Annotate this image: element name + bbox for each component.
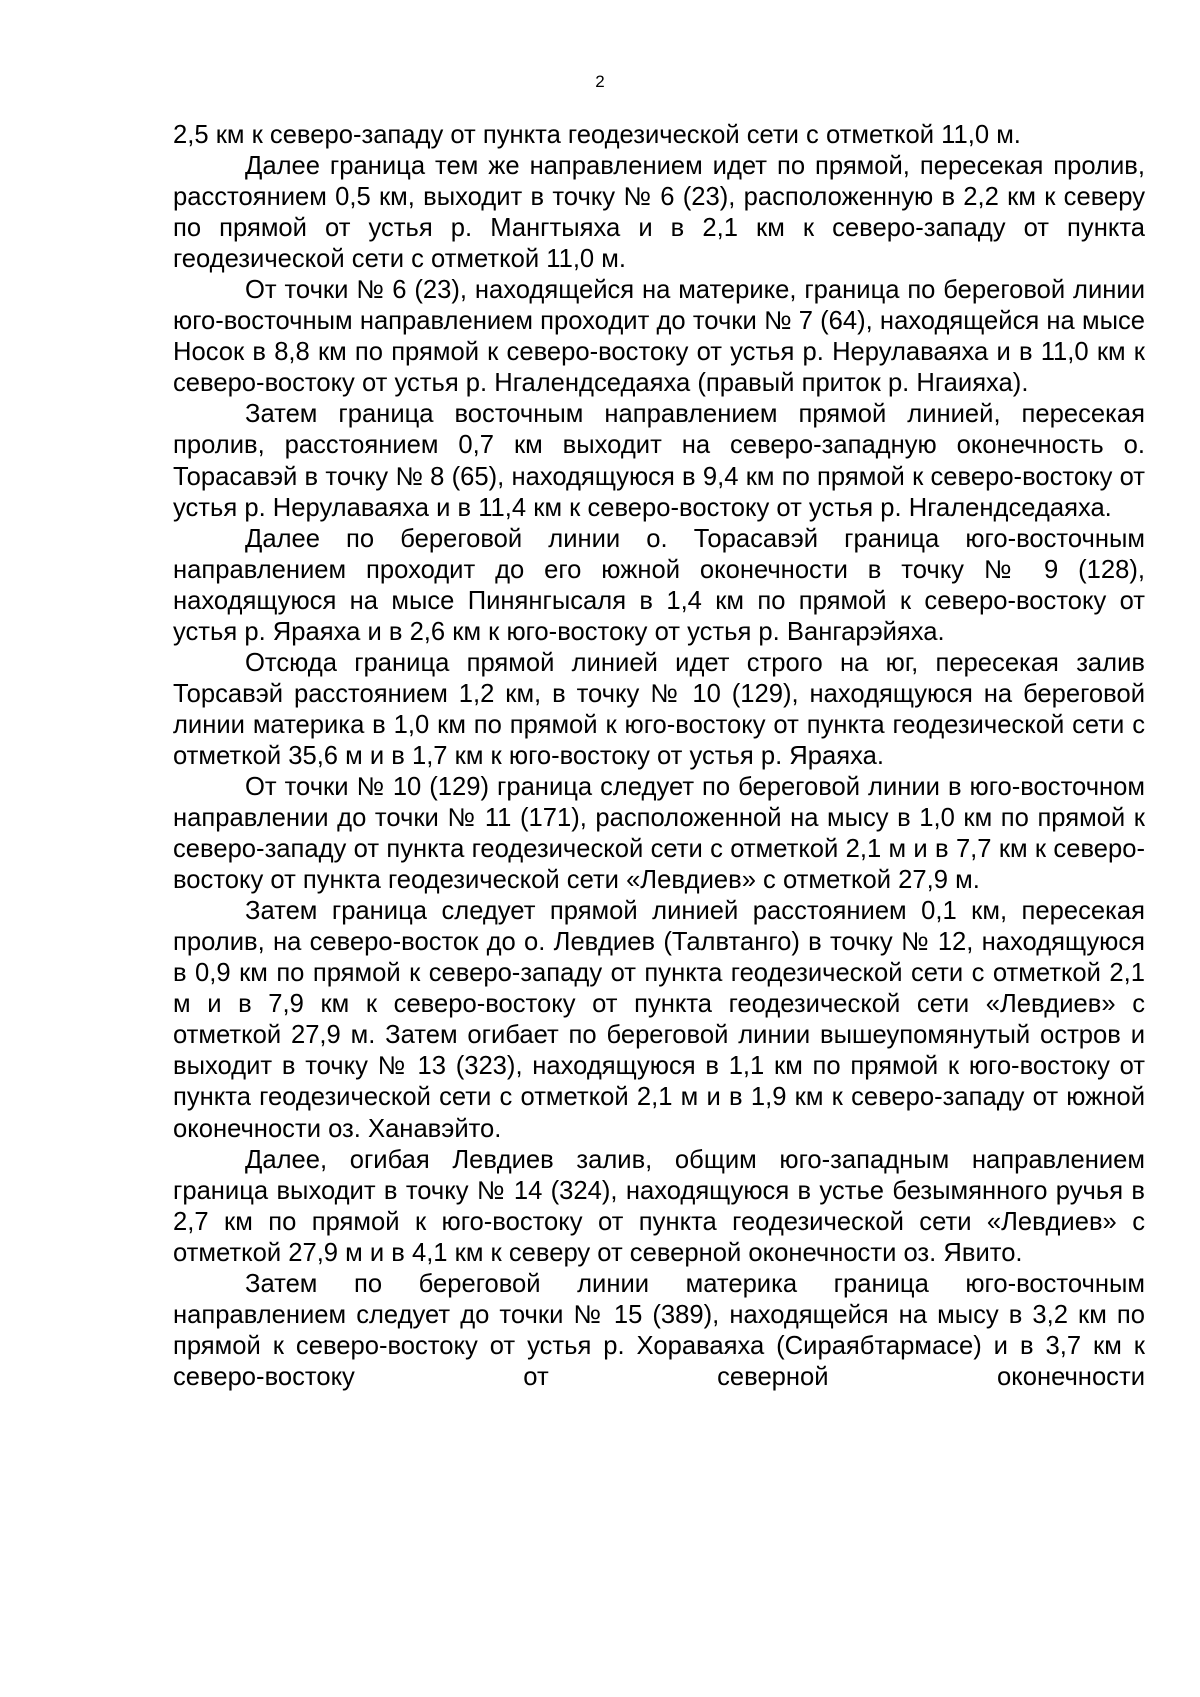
document-body [173,120,1145,1393]
paragraph-continuation: 2,5 км к северо-западу от пункта геодезической сети с отметкой 11,0 м. [173,121,1021,149]
paragraph: Далее по береговой линии о. Торасавэй граница юго-восточным направлением проходит до его южной оконечности в точку № 9 (128), находящуюся на мысе Пинянгысаля в 1,4 км по прямой к северо-востоку от устья р. Яраяха и в 2,6 км к юго-востоку от устья р. Вангарэйяха. [173,524,1145,646]
paragraph: От точки № 6 (23), находящейся на материке, граница по береговой линии юго-восточным направлением проходит до точки № 7 (64), находящейся на мысе Носок в 8,8 км по прямой к северо-востоку от устья р. Нерулаваяха и в 11,0 км к северо-востоку от устья р. Нгалендседаяха (правый приток р. Нгаияха). [173,276,1145,398]
paragraph: Отсюда граница прямой линией идет строго на юг, пересекая залив Торсавэй расстоянием 1,2 км, в точку № 10 (129), находящуюся на береговой линии материка в 1,0 км по прямой к юго-востоку от пункта геодезической сети с отметкой 35,6 м и в 1,7 км к юго-востоку от устья р. Яраяха. [173,648,1145,770]
paragraph: Затем граница восточным направлением прямой линией, пересекая пролив, расстоянием 0,7 км выходит на северо-западную оконечность о. Торасавэй в точку № 8 (65), находящуюся в 9,4 км по прямой к северо-востоку от устья р. Нерулаваяха и в 11,4 км к северо-востоку от устья р. Нгалендседаяха. [173,400,1145,522]
paragraph-truncated: Затем по береговой линии материка граница юго-восточным направлением следует до точки № 15 (389), находящейся на мысу в 3,2 км по прямой к северо-востоку от устья р. Хораваяха (Сираябтармасе) и в 3,7 км к северо-востоку от северной оконечности [173,1269,1145,1391]
paragraph: Далее граница тем же направлением идет по прямой, пересекая пролив, расстоянием 0,5 км, выходит в точку № 6 (23), расположенную в 2,2 км к северу по прямой от устья р. Мангтыяха и в 2,1 км к северо-западу от пункта геодезической сети с отметкой 11,0 м. [173,152,1145,274]
paragraph: От точки № 10 (129) граница следует по береговой линии в юго-восточном направлении до точки № 11 (171), расположенной на мысу в 1,0 км по прямой к северо-западу от пункта геодезической сети с отметкой 2,1 м и в 7,7 км к северо-востоку от пункта геодезической сети «Левдиев» с отметкой 27,9 м. [173,772,1145,895]
paragraph: Затем граница следует прямой линией расстоянием 0,1 км, пересекая пролив, на северо-восток до о. Левдиев (Талвтанго) в точку № 12, находящуюся в 0,9 км по прямой к северо-западу от пункта геодезической сети с отметкой 2,1 м и в 7,9 км к северо-востоку от пункта геодезической сети «Левдиев» с отметкой 27,9 м. Затем огибает по береговой линии вышеупомянутый остров и выходит в точку № 13 (323), находящуюся в 1,1 км по прямой к юго-востоку от пункта геодезической сети с отметкой 2,1 м и в 1,9 км к северо-западу от южной оконечности оз. Ханавэйто. [173,897,1145,1143]
page-number: 2 [595,72,605,91]
paragraph: Далее, огибая Левдиев залив, общим юго-западным направлением граница выходит в точку № 14 (324), находящуюся в устье безымянного ручья в 2,7 км по прямой к юго-востоку от пункта геодезической сети «Левдиев» с отметкой 27,9 м и в 4,1 км к северу от северной оконечности оз. Явито. [173,1145,1145,1267]
